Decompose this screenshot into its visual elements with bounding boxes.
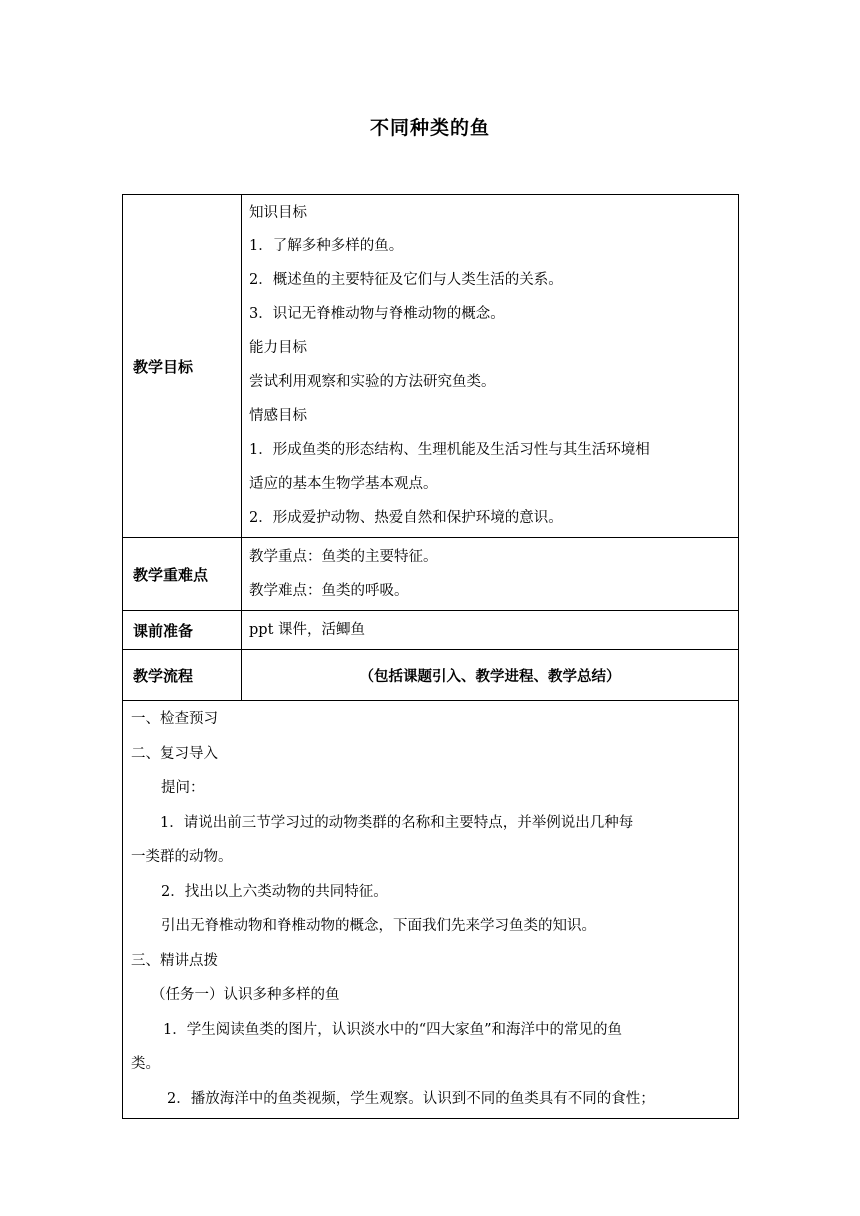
flow-question-1: 1．请说出前三节学习过的动物类群的名称和主要特点，并举例说出几种每 — [160, 814, 634, 831]
objectives-line: 能力目标 — [249, 340, 307, 356]
key-point-line: 教学重点：鱼类的主要特征。 — [249, 549, 438, 565]
process-label: 教学流程 — [123, 650, 242, 701]
objectives-line: 1．了解多种多样的鱼。 — [249, 238, 404, 254]
key-points-content — [242, 538, 739, 611]
flow-section-heading: 一、检查预习 — [131, 711, 218, 727]
flow-section-heading: 二、复习导入 — [131, 745, 218, 762]
flow-lead: 引出无脊椎动物和脊椎动物的概念，下面我们先来学习鱼类的知识。 — [161, 918, 596, 934]
objectives-line: 情感目标 — [249, 408, 307, 424]
preparation-row — [123, 611, 739, 650]
document-title: 不同种类的鱼 — [369, 117, 490, 139]
objectives-line: 1．形成鱼类的形态结构、生理机能及生活习性与其生活环境相 — [249, 442, 650, 458]
objectives-row — [123, 195, 739, 538]
flow-content — [123, 701, 739, 1119]
flow-section-heading: 三、精讲点拨 — [131, 952, 218, 969]
flow-question-1-cont: 一类群的动物。 — [131, 849, 233, 865]
preparation-content — [242, 611, 739, 650]
flow-task-item-1-cont: 类。 — [131, 1056, 160, 1072]
objectives-line: 2．形成爱护动物、热爱自然和保护环境的意识。 — [249, 510, 563, 526]
flow-task-item-2: 2．播放海洋中的鱼类视频，学生观察。认识到不同的鱼类具有不同的食性； — [167, 1090, 655, 1107]
lesson-plan-table — [122, 194, 739, 1119]
objectives-line: 尝试利用观察和实验的方法研究鱼类。 — [249, 374, 496, 390]
objectives-line: 2．概述鱼的主要特征及它们与人类生活的关系。 — [249, 272, 563, 288]
flow-ask: 提问： — [161, 780, 205, 796]
process-value: （包括课题引入、教学进程、教学总结） — [242, 650, 739, 701]
objectives-content — [242, 195, 739, 538]
objectives-label: 教学目标 — [123, 195, 242, 538]
flow-row — [123, 701, 739, 1119]
process-row — [123, 650, 739, 701]
key-points-label: 教学重难点 — [123, 538, 242, 611]
flow-task-1: （任务一）认识多种多样的鱼 — [151, 987, 340, 1003]
key-points-row — [123, 538, 739, 611]
objectives-line: 3．识记无脊椎动物与脊椎动物的概念。 — [249, 306, 505, 322]
key-point-line: 教学难点：鱼类的呼吸。 — [249, 583, 409, 599]
preparation-label: 课前准备 — [123, 611, 242, 650]
preparation-value: ppt 课件，活鲫鱼 — [249, 622, 365, 638]
objectives-line: 知识目标 — [249, 205, 307, 221]
objectives-line: 适应的基本生物学基本观点。 — [249, 476, 438, 492]
flow-question-2: 2．找出以上六类动物的共同特征。 — [161, 883, 388, 900]
flow-task-item-1: 1．学生阅读鱼类的图片，认识淡水中的“四大家鱼”和海洋中的常见的鱼 — [163, 1021, 623, 1038]
